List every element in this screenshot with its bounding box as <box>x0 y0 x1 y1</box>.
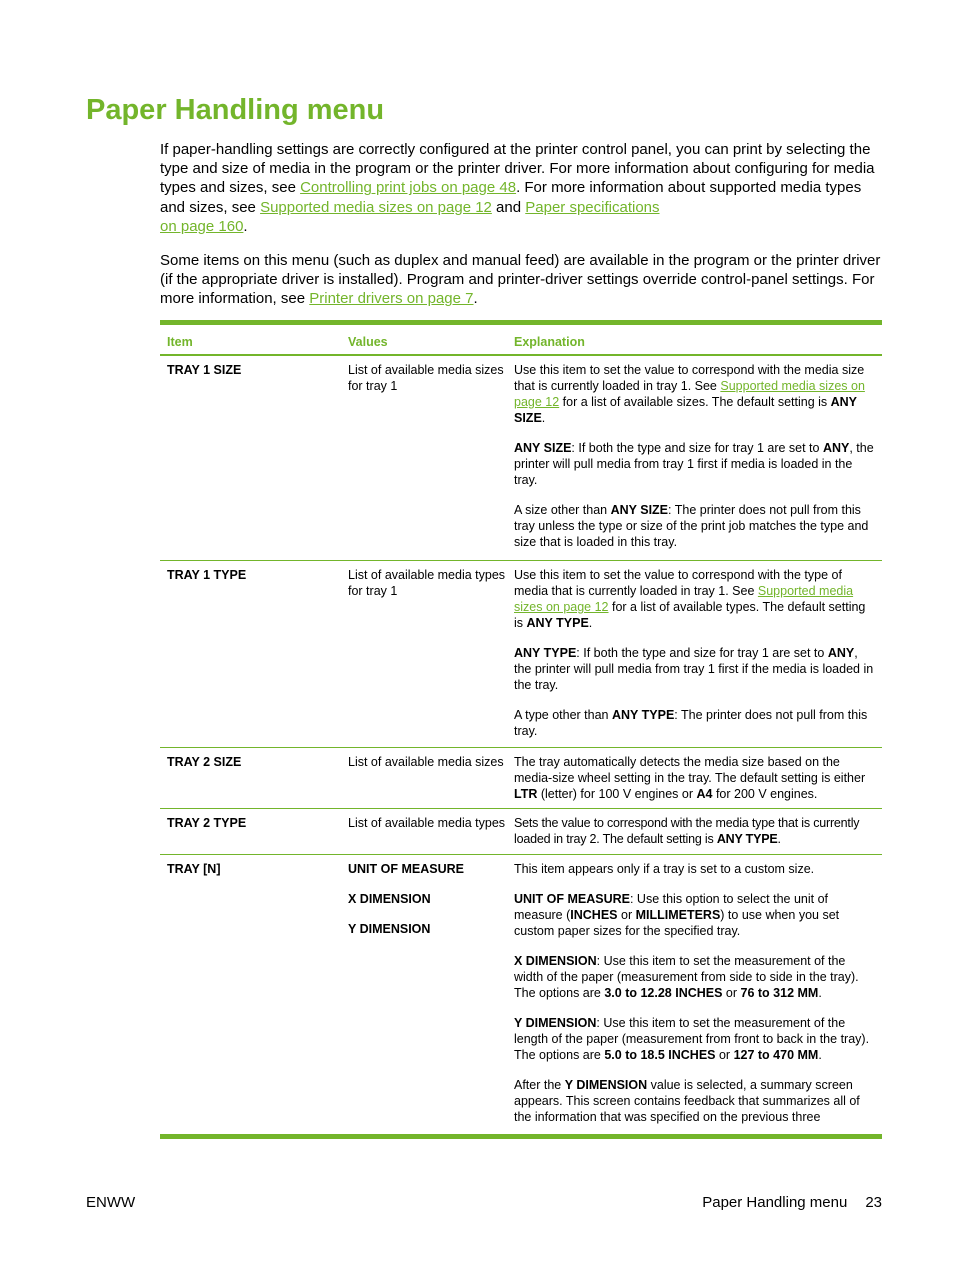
header-values: Values <box>348 335 388 349</box>
text: . <box>588 616 593 630</box>
text: : If both the type and size for tray 1 are set to <box>576 646 828 660</box>
link-supported-media-sizes[interactable]: Supported media sizes on page 12 <box>260 198 492 216</box>
row-explanation <box>514 362 882 560</box>
row-values <box>348 861 514 1134</box>
bold-text: ANY TYPE <box>612 708 675 722</box>
header-item: Item <box>167 335 193 349</box>
text: or <box>715 1048 734 1062</box>
text: value is selected, a summary screen appears. This screen contains feedback that summarizes all of the information that was specified on the previous three <box>514 1078 860 1124</box>
footer-section <box>702 1193 882 1212</box>
value-unit-of-measure: UNIT OF MEASURE <box>348 862 464 876</box>
row-values <box>348 754 514 808</box>
bold-text: 5.0 to 18.5 INCHES <box>604 1048 716 1062</box>
text: (letter) for 100 V engines or <box>537 787 697 801</box>
text: Use this item to set the value to correspond with the type of media that is currently loaded in tray 1. See <box>514 568 842 598</box>
table-row <box>160 748 882 809</box>
row-item: TRAY [N] <box>167 862 221 876</box>
bold-text: ANY SIZE <box>514 395 857 425</box>
row-explanation <box>514 754 882 808</box>
explanation-para <box>514 440 876 488</box>
text: : Use this item to set the measurement of the length of the paper (measurement from front to back in the tray). The options are <box>514 1016 870 1062</box>
text: : Use this item to set the measurement of the width of the paper (measurement from side to side in the tray). The options are <box>514 954 859 1000</box>
table-row <box>160 561 882 748</box>
row-explanation <box>514 861 882 1134</box>
text: for 200 V engines. <box>712 787 818 801</box>
intro-paragraph <box>160 140 884 236</box>
text: The tray automatically detects the media size based on the media-size wheel setting in the tray. The default setting is either <box>514 755 866 785</box>
text: for a list of available sizes. The default setting is <box>559 395 831 409</box>
values-text: List of available media types for tray 1 <box>348 568 506 598</box>
value-y-dimension: Y DIMENSION <box>348 922 431 936</box>
bold-text: ANY SIZE <box>610 503 669 517</box>
explanation-para <box>514 1015 876 1063</box>
text: . <box>243 217 248 235</box>
page-title: Paper Handling menu <box>86 94 385 126</box>
row-values <box>348 567 514 747</box>
explanation-para <box>514 567 876 631</box>
footer-section-title: Paper Handling menu <box>702 1194 848 1211</box>
text: . For more information about supported media types and sizes, see <box>160 179 862 216</box>
drivers-paragraph <box>160 251 884 309</box>
values-text: List of available media sizes <box>348 755 504 769</box>
explanation-para <box>514 502 876 550</box>
bold-text: MILLIMETERS <box>635 908 721 922</box>
text: . <box>777 832 781 846</box>
explanation-para <box>514 953 876 1001</box>
footer-doc-code: ENWW <box>86 1194 136 1211</box>
bold-text: 127 to 470 MM <box>733 1048 819 1062</box>
text: Use this item to set the value to correspond with the media size that is currently loaded in tray 1. See <box>514 363 865 393</box>
text: or <box>617 908 636 922</box>
row-item: TRAY 2 SIZE <box>167 755 242 769</box>
row-item: TRAY 1 SIZE <box>167 363 242 377</box>
explanation-para <box>514 707 876 739</box>
text: for a list of available types. The default setting is <box>514 600 866 630</box>
text: . <box>541 411 546 425</box>
page-number: 23 <box>865 1194 882 1211</box>
values-text: List of available media sizes for tray 1 <box>348 363 504 393</box>
row-item: TRAY 1 TYPE <box>167 568 247 582</box>
row-explanation <box>514 815 882 854</box>
text: A size other than <box>514 503 611 517</box>
text: If paper-handling settings are correctly configured at the printer control panel, you can print by selecting the type and size of media in the program or the printer driver. For more information about configuring for media types and sizes, see <box>160 141 875 197</box>
text: : The printer does not pull from this tray unless the type or size of the print job matches the type and size that is loaded in this tray. <box>514 503 869 549</box>
text: A type other than <box>514 708 612 722</box>
link-paper-specifications-page[interactable]: on page 160 <box>160 217 244 235</box>
bold-text: ANY TYPE <box>514 646 577 660</box>
table-header <box>160 325 882 356</box>
table-row <box>160 855 882 1134</box>
explanation-para: This item appears only if a tray is set to a custom size. <box>514 862 815 876</box>
bold-text: LTR <box>514 787 538 801</box>
bold-text: INCHES <box>570 908 618 922</box>
header-explanation: Explanation <box>514 335 585 349</box>
table-row <box>160 809 882 855</box>
explanation-para <box>514 754 876 802</box>
text: : Use this option to select the unit of measure ( <box>514 892 829 922</box>
bold-text: A4 <box>696 787 713 801</box>
explanation-para <box>514 891 876 939</box>
explanation-para <box>514 1077 876 1125</box>
bold-text: Y DIMENSION <box>514 1016 597 1030</box>
bold-text: 3.0 to 12.28 INCHES <box>604 986 723 1000</box>
bold-text: ANY TYPE <box>716 832 778 846</box>
bold-text: UNIT OF MEASURE <box>514 892 630 906</box>
text: or <box>722 986 741 1000</box>
row-values <box>348 362 514 560</box>
explanation-para <box>514 645 876 693</box>
bold-text: 76 to 312 MM <box>740 986 819 1000</box>
bold-text: ANY <box>822 441 850 455</box>
text: : If both the type and size for tray 1 are set to <box>571 441 823 455</box>
text: Some items on this menu (such as duplex and manual feed) are available in the program or the printer driver (if the appropriate driver is installed). Program and printer-driver settings override control-panel settings. For more information, see <box>160 252 881 308</box>
link-supported-media-sizes[interactable]: Supported media sizes on page 12 <box>514 584 854 614</box>
text: , the printer will pull media from tray 1 first if the media is loaded in the tray. <box>514 646 874 692</box>
text: . <box>818 986 822 1000</box>
explanation-para <box>514 815 876 847</box>
row-values <box>348 815 514 854</box>
text: : The printer does not pull from this tray. <box>514 708 868 738</box>
link-supported-media-sizes[interactable]: Supported media sizes on page 12 <box>514 379 865 409</box>
text: After the <box>514 1078 565 1092</box>
text: , the printer will pull media from tray 1 first if media is loaded in the tray. <box>514 441 874 487</box>
table-row <box>160 356 882 561</box>
row-item: TRAY 2 TYPE <box>167 816 247 830</box>
explanation-para <box>514 362 876 426</box>
link-controlling-print-jobs[interactable]: Controlling print jobs on page 48 <box>300 179 517 197</box>
bold-text: Y DIMENSION <box>564 1078 648 1092</box>
row-explanation <box>514 567 882 747</box>
text: . <box>473 290 478 308</box>
text: . <box>818 1048 822 1062</box>
values-text: List of available media types <box>348 816 506 830</box>
text: Sets the value to correspond with the media type that is currently loaded in tray 2. The default setting is <box>514 816 860 846</box>
bold-text: ANY TYPE <box>526 616 589 630</box>
link-paper-specifications[interactable]: Paper specifications <box>525 198 660 216</box>
bold-text: X DIMENSION <box>514 954 597 968</box>
bold-text: ANY SIZE <box>514 441 572 455</box>
text: and <box>491 198 526 216</box>
value-x-dimension: X DIMENSION <box>348 892 431 906</box>
link-printer-drivers[interactable]: Printer drivers on page 7 <box>309 290 474 308</box>
bold-text: ANY <box>827 646 855 660</box>
text: ) to use when you set custom paper sizes for the specified tray. <box>514 908 840 938</box>
paper-handling-table <box>160 320 882 1139</box>
